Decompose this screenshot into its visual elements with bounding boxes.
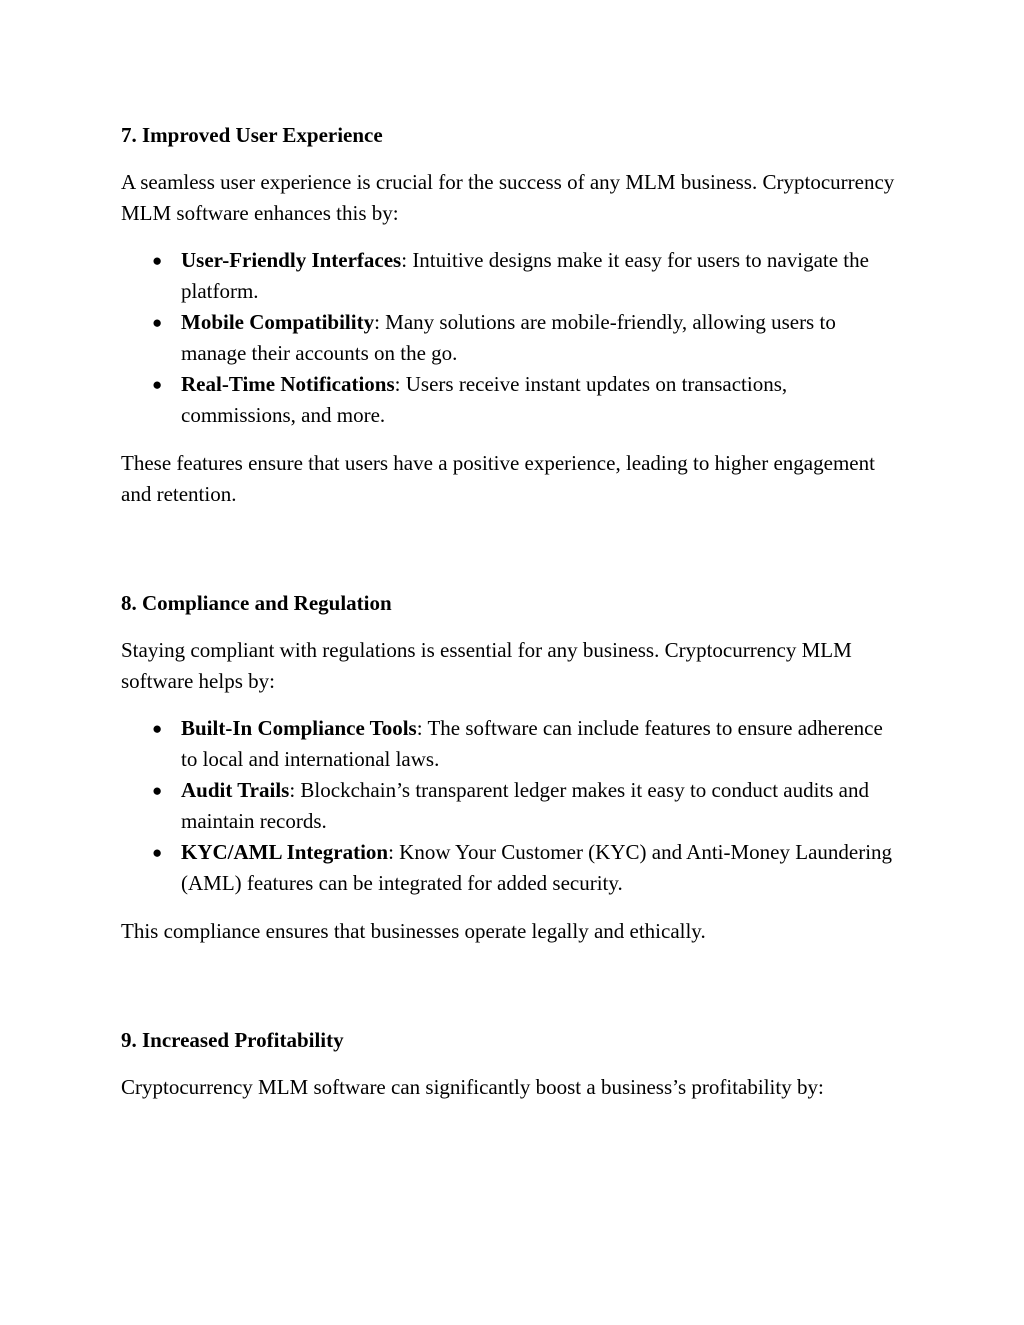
bullet-term: Built-In Compliance Tools bbox=[181, 716, 417, 740]
section-9-intro: Cryptocurrency MLM software can significantly boost a business’s profitability by: bbox=[121, 1075, 824, 1099]
section-7-bullet-list bbox=[121, 245, 901, 431]
list-item bbox=[121, 369, 901, 431]
bullet-icon: ● bbox=[152, 375, 163, 394]
bullet-icon: ● bbox=[152, 251, 163, 270]
bullet-term: Real-Time Notifications bbox=[181, 372, 395, 396]
bullet-icon: ● bbox=[152, 719, 163, 738]
bullet-text: : Users receive instant updates on transactions, commissions, and more. bbox=[181, 372, 788, 427]
section-heading-9: 9. Increased Profitability bbox=[121, 1028, 344, 1052]
bullet-text: : The software can include features to ensure adherence to local and international laws. bbox=[181, 716, 883, 771]
bullet-term: User-Friendly Interfaces bbox=[181, 248, 402, 272]
section-7-outro: These features ensure that users have a positive experience, leading to higher engagement and retention. bbox=[121, 451, 875, 506]
section-7-intro: A seamless user experience is crucial for the success of any MLM business. Cryptocurrency MLM software enhances this by: bbox=[121, 170, 895, 225]
list-item bbox=[121, 775, 901, 837]
bullet-text: : Intuitive designs make it easy for users to navigate the platform. bbox=[181, 248, 869, 303]
section-8-bullet-list bbox=[121, 713, 901, 899]
list-item bbox=[121, 245, 901, 307]
section-8-outro: This compliance ensures that businesses operate legally and ethically. bbox=[121, 919, 706, 943]
bullet-text: : Know Your Customer (KYC) and Anti-Money Laundering (AML) features can be integrated for added security. bbox=[181, 840, 893, 895]
list-item bbox=[121, 837, 901, 899]
bullet-term: Audit Trails bbox=[181, 778, 290, 802]
bullet-text: : Blockchain’s transparent ledger makes it easy to conduct audits and maintain records. bbox=[181, 778, 870, 833]
bullet-icon: ● bbox=[152, 781, 163, 800]
section-8-intro: Staying compliant with regulations is essential for any business. Cryptocurrency MLM software helps by: bbox=[121, 638, 852, 693]
bullet-text: : Many solutions are mobile-friendly, allowing users to manage their accounts on the go. bbox=[181, 310, 836, 365]
bullet-icon: ● bbox=[152, 843, 163, 862]
bullet-term: KYC/AML Integration bbox=[181, 840, 389, 864]
list-item bbox=[121, 307, 901, 369]
document-page bbox=[121, 120, 901, 1103]
section-heading-7: 7. Improved User Experience bbox=[121, 123, 383, 147]
section-heading-8: 8. Compliance and Regulation bbox=[121, 591, 392, 615]
bullet-term: Mobile Compatibility bbox=[181, 310, 375, 334]
list-item bbox=[121, 713, 901, 775]
bullet-icon: ● bbox=[152, 313, 163, 332]
